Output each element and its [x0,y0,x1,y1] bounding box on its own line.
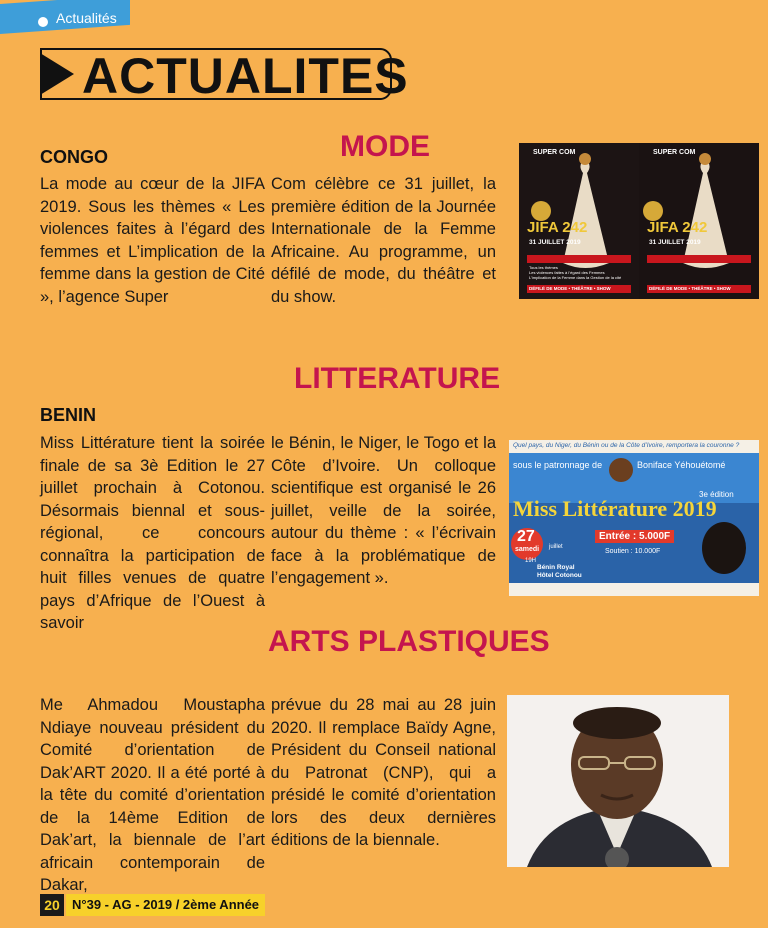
poster-theme-line: L’implication de la Femme dans la Gestion de la cité [529,275,622,280]
page-number: 20 [40,894,64,916]
poster-main-title: Miss Littérature 2019 [513,496,717,521]
section-title-arts-plastiques: ARTS PLASTIQUES [268,625,550,658]
play-arrow-icon [40,53,74,95]
section-title-litterature: LITTERATURE [294,362,501,395]
poster-brand-2: SUPER COM [653,149,696,156]
jifa-poster-image [519,143,759,299]
poster-theme-line: Tous les thèmes [529,265,558,270]
poster-time: 19H [525,558,537,564]
country-label-congo: CONGO [40,147,109,167]
poster-event-2: JIFA 242 [647,219,708,236]
poster-theme-line: Les violences faites à l’égard des Femmes [529,270,605,275]
page-title-banner [40,48,409,104]
bullet-icon [38,17,48,27]
poster-brand: SUPER COM [533,149,576,156]
portrait-photo [507,695,729,867]
litterature-text-left: Miss Littérature tient la soirée finale de sa 3è Edition le 27 juillet prochain à Cotonou. Désormais biennal et sous-régional, ce concours connaîtra la participation de huit filles venues de quatre pays d’Afrique de l’Ouest à savoir [40,434,265,632]
poster-patron: Boniface Yéhouétomé [637,460,726,470]
poster-program-2: DÉFILÉ DE MODE • THÉÂTRE • SHOW [649,286,731,291]
page-title: ACTUALITES [82,48,409,104]
poster-weekday: samedi [515,546,540,553]
poster-event: JIFA 242 [527,219,588,236]
section-tab-label: Actualités [56,10,117,26]
poster-themes [529,265,629,280]
country-label-benin: BENIN [40,405,97,425]
miss-litterature-poster-image [509,440,759,596]
poster-entry: Entrée : 5.000F [595,530,674,543]
arts-text-right: prévue du 28 mai au 28 juin 2020. Il remplace Baïdy Agne, Président du Conseil national du Patronat (CNP), qui a présidé le comité d’orientation lors des deux dernières éditions de la biennale. [271,696,496,849]
poster-day: 27 [517,528,535,545]
poster-date: 31 JUILLET 2019 [529,239,581,246]
poster-support: Soutien : 10.000F [605,548,661,555]
poster-question: Quel pays, du Niger, du Bénin ou de la Côte d’Ivoire, remportera la couronne ? [513,442,740,449]
section-title-mode: MODE [340,130,430,163]
poster-venue-1: Bénin Royal [537,564,575,571]
poster-edition: 3e édition [699,490,734,499]
issue-label: N°39 - AG - 2019 / 2ème Année [66,894,265,916]
litterature-text-right: le Bénin, le Niger, le Togo et la Côte d’Ivoire. Un colloque scientifique est organisé le 26 juillet, veille de la soirée, autour du thème : « l’écrivain face à la problématique de l’engagement ». [271,434,496,587]
poster-patronage: sous le patronnage de [513,460,603,470]
arts-text-left: Me Ahmadou Moustapha Ndiaye nouveau président du Comité d’orientation de Dak’ART 2020. Il a été porté à la tête du comité d’orientation de la 14ème Edition de Dak’art, la biennale de l’art africain contemporain de Dakar, [40,696,265,894]
poster-program: DÉFILÉ DE MODE • THÉÂTRE • SHOW [529,286,611,291]
mode-text-left: La mode au cœur de la JIFA 2019. Sous les thèmes « Les violences faites à l’égard des femmes et L’implication de la femme dans la gestion de Cité », l’agence Super [40,175,265,306]
mode-text-right: Com célèbre ce 31 juillet, la première édition de la Journée Internationale de la Femme Africaine. Au programme, un défilé de mode, du théâtre et du show. [271,175,496,306]
poster-date-2: 31 JUILLET 2019 [649,239,701,246]
portrait-art [507,695,729,867]
poster-month: juillet [549,544,563,550]
poster-venue-2: Hôtel Cotonou [537,572,582,579]
